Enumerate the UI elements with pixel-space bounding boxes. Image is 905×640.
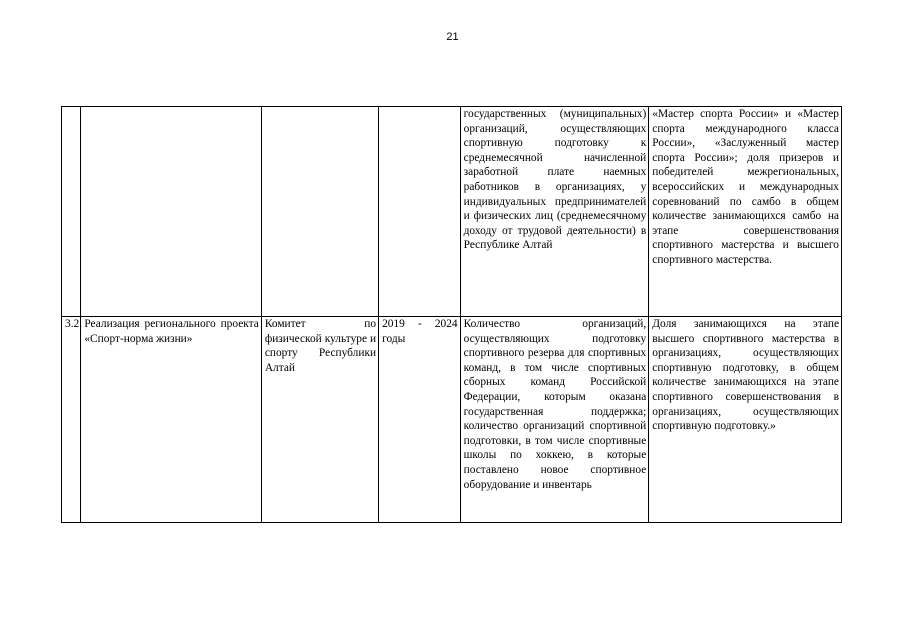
table-row [62, 107, 842, 317]
cell-indicator-1: государственных (муниципальных) организаций, осуществляющих спортивную подготовку к среднемесячной начисленной заработной плате наемных работников в организациях, у индивидуальных предпринимателей и физических лиц (среднемесячному доходу от трудовой деятельности) в Республике Алтай [460, 107, 649, 317]
cell-responsible: Комитет по физической культуре и спорту Республики Алтай [261, 317, 378, 523]
page-number: 21 [446, 31, 459, 43]
cell-event-name: Реализация регионального проекта «Спорт-норма жизни» [81, 317, 261, 523]
cell-responsible [261, 107, 378, 317]
cell-indicator-1: Количество организаций, осуществляющих подготовку спортивного резерва для спортивных команд, в том числе спортивных сборных команд Российской Федерации, которым оказана государственная поддержка; количество организаций спортивной подготовки, в том числе спортивные школы по хоккею, в которые поставлено новое спортивное оборудование и инвентарь [460, 317, 649, 523]
cell-term: 2019 - 2024 годы [379, 317, 461, 523]
cell-term [379, 107, 461, 317]
table-row [62, 317, 842, 523]
cell-event-name [81, 107, 261, 317]
cell-number [62, 107, 81, 317]
program-table [61, 106, 842, 523]
cell-number: 3.2. [62, 317, 81, 523]
cell-indicator-2: Доля занимающихся на этапе высшего спортивного мастерства в организациях, осуществляющих спортивную подготовку, в общем количестве занимающихся на этапе спортивного совершенствования в организациях, осуществляющих спортивную подготовку.» [649, 317, 842, 523]
cell-indicator-2: «Мастер спорта России» и «Мастер спорта международного класса России», «Заслуженный мастер спорта России»; доля призеров и победителей межрегиональных, всероссийских и международных соревнований по самбо в общем количестве занимающихся самбо на этапе совершенствования спортивного мастерства и высшего спортивного мастерства. [649, 107, 842, 317]
